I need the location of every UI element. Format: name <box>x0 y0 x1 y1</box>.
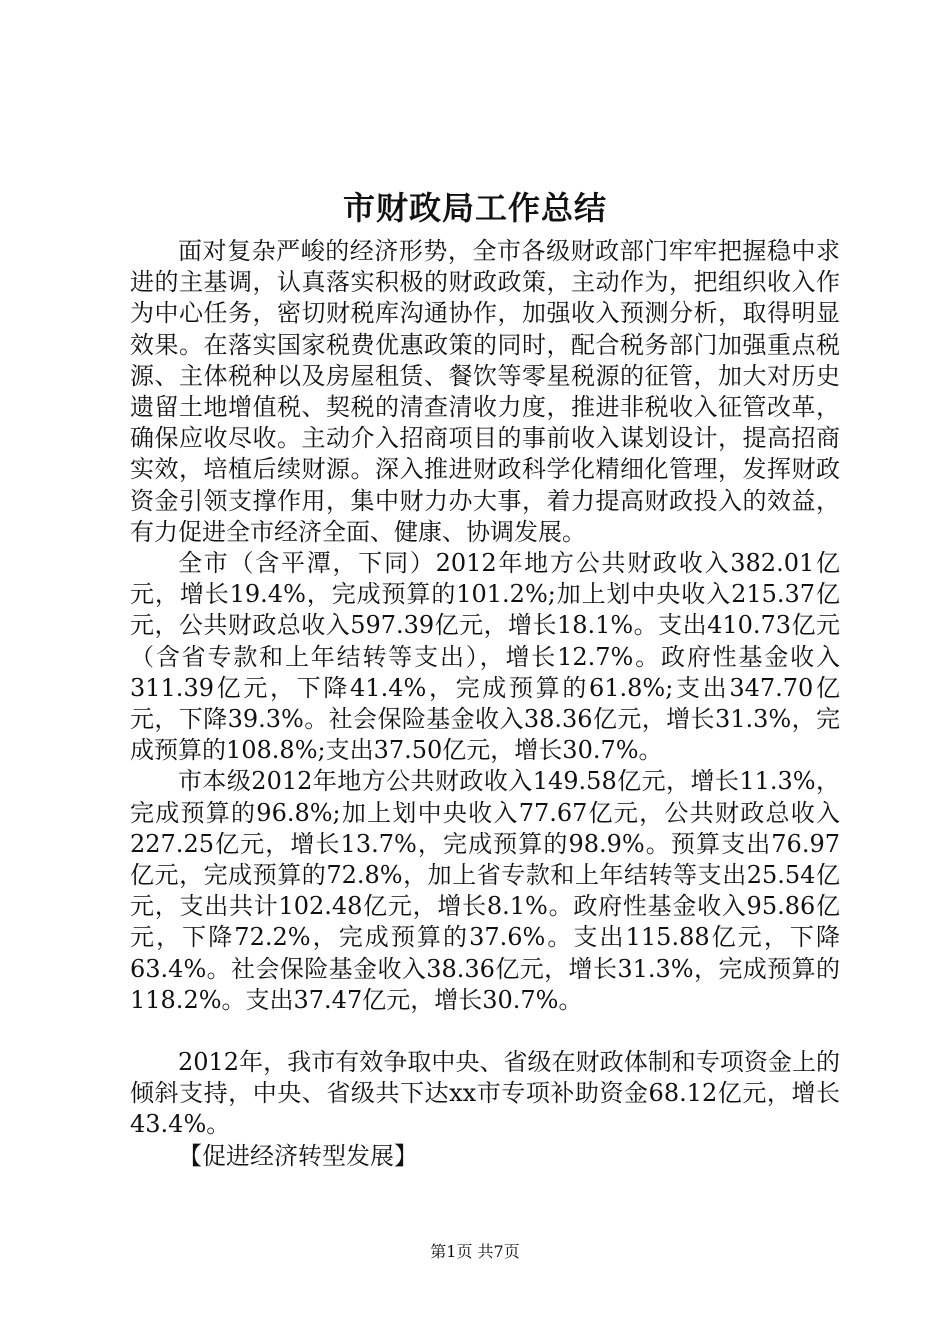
document-body <box>130 236 840 1172</box>
paragraph-special-funds: 2012年，我市有效争取中央、省级在财政体制和专项资金上的倾斜支持，中央、省级共下达xx市专项补助资金68.12亿元，增长43.4%。 <box>130 1048 840 1139</box>
document-title: 市财政局工作总结 <box>342 189 607 227</box>
paragraph-overview: 面对复杂严峻的经济形势，全市各级财政部门牢牢把握稳中求进的主基调，认真落实积极的财政政策，主动作为，把组织收入作为中心任务，密切财税库沟通协作，加强收入预测分析，取得明显效果。在落实国家税费优惠政策的同时，配合税务部门加强重点税源、主体税种以及房屋租赁、餐饮等零星税源的征管，加大对历史遗留土地增值税、契税的清查清收力度，推进非税收入征管改革，确保应收尽收。主动介入招商项目的事前收入谋划设计，提高招商实效，培植后续财源。深入推进财政科学化精细化管理，发挥财政资金引领支撑作用，集中财力办大事，着力提高财政投入的效益，有力促进全市经济全面、健康、协调发展。 <box>130 237 840 546</box>
page-footer: 第1页 共7页 <box>430 1242 520 1261</box>
paragraph-city-level-revenue: 市本级2012年地方公共财政收入149.58亿元，增长11.3%，完成预算的96.8%;加上划中央收入77.67亿元，公共财政总收入227.25亿元，增长13.7%，完成预算的98.9%。预算支出76.97亿元，完成预算的72.8%，加上省专款和上年结转等支出25.54亿元，支出共计102.48亿元，增长8.1%。政府性基金收入95.86亿元，下降72.2%，完成预算的37.6%。支出115.88亿元，下降63.4%。社会保险基金收入38.36亿元，增长31.3%，完成预算的118.2%。支出37.47亿元，增长30.7%。 <box>130 767 840 1014</box>
paragraph-city-wide-revenue: 全市（含平潭，下同）2012年地方公共财政收入382.01亿元，增长19.4%，完成预算的101.2%;加上划中央收入215.37亿元，公共财政总收入597.39亿元，增长18.1%。支出410.73亿元（含省专款和上年结转等支出），增长12.7%。政府性基金收入311.39亿元，下降41.4%，完成预算的61.8%;支出347.70亿元，下降39.3%。社会保险基金收入38.36亿元，增长31.3%，完成预算的108.8%;支出37.50亿元，增长30.7%。 <box>130 549 840 765</box>
section-heading: 【促进经济转型发展】 <box>178 1141 418 1170</box>
